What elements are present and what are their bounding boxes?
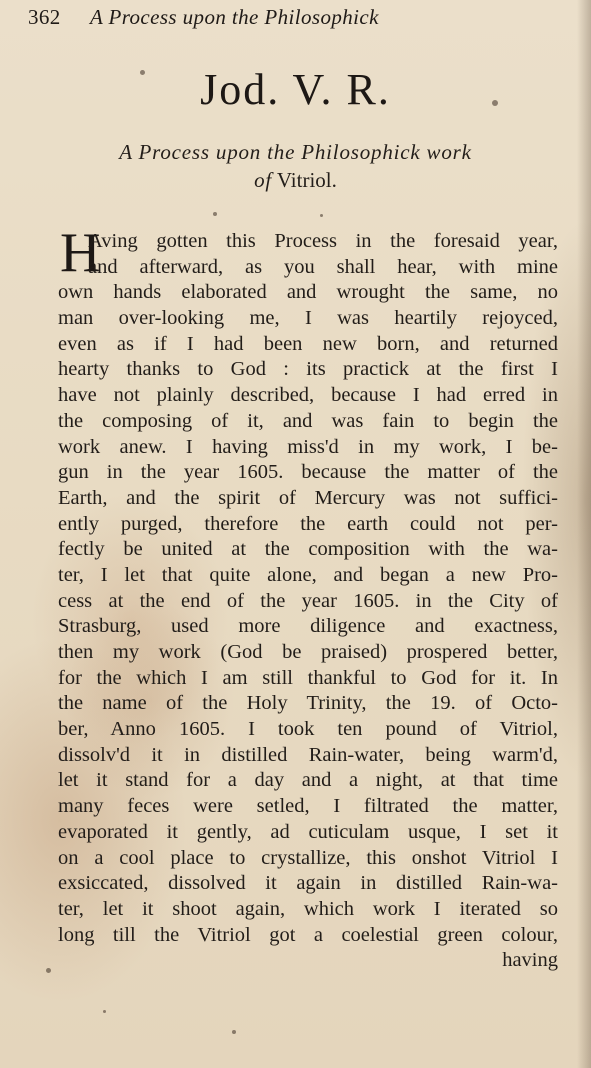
ink-speck [320, 214, 323, 217]
text-line: for the which I am still thankful to God for it. In [58, 666, 558, 689]
text-line: many feces were setled, I filtrated the matter, [58, 795, 558, 818]
text-line: the name of the Holy Trinity, the 19. of Octo- [58, 692, 558, 715]
text-line: ter, let it shoot again, which work I iterated so [58, 897, 558, 920]
ink-speck [140, 70, 145, 75]
text-line: ber, Anno 1605. I took ten pound of Vitriol, [58, 718, 558, 741]
text-line: ently purged, therefore the earth could not per- [58, 512, 558, 535]
text-line: work anew. I having miss'd in my work, I be- [58, 435, 558, 458]
text-line: cess at the end of the year 1605. in the City of [58, 589, 558, 612]
subtitle-line-2-roman: Vitriol. [276, 168, 337, 192]
text-line: Aving gotten this Process in the foresaid year, [88, 230, 558, 252]
subtitle-line-1: A Process upon the Philosophick work [119, 140, 472, 164]
text-line: hearty thanks to God : its practick at the first I [58, 358, 558, 381]
text-line: Earth, and the spirit of Mercury was not suffici- [58, 486, 558, 509]
ink-speck [46, 968, 51, 973]
text-line: then my work (God be praised) prospered better, [58, 641, 558, 663]
text-line: and afterward, as you shall hear, with mine [88, 255, 558, 278]
text-line: fectly be united at the composition with the wa- [58, 538, 558, 561]
text-line: the composing of it, and was fain to begin the [58, 409, 558, 432]
running-head [28, 4, 568, 30]
text-line: man over-looking me, I was heartily rejoyced, [58, 307, 558, 330]
text-line: own hands elaborated and wrought the same, no [58, 281, 558, 304]
text-line: have not plainly described, because I had erred in [58, 384, 558, 407]
body-text [58, 222, 558, 974]
ink-speck [492, 100, 498, 106]
text-line: Strasburg, used more diligence and exactness, [58, 615, 558, 638]
catchword: having [502, 949, 558, 972]
text-line: evaporated it gently, ad cuticulam usque, I set it [58, 820, 558, 843]
text-line: exsiccated, dissolved it again in distilled Rain-wa- [58, 872, 558, 895]
page-edge-shadow [577, 0, 591, 1068]
ink-speck [103, 1010, 106, 1013]
drop-cap: H [60, 222, 101, 284]
text-line: dissolv'd it in distilled Rain-water, being warm'd, [58, 743, 558, 766]
text-line: on a cool place to crystallize, this onshot Vitriol I [58, 846, 558, 869]
chapter-subtitle [0, 138, 591, 194]
page-number: 362 [28, 5, 61, 29]
subtitle-line-2-italic: of [254, 168, 273, 192]
text-line: even as if I had been new born, and returned [58, 332, 558, 355]
page-title: Jod. V. R. [200, 65, 391, 114]
text-line: ter, I let that quite alone, and began a new Pro- [58, 563, 558, 586]
ink-speck [232, 1030, 236, 1034]
text-line: long till the Vitriol got a coelestial green colour, [58, 923, 558, 946]
running-head-title: A Process upon the Philosophick [90, 5, 379, 29]
ink-speck [213, 212, 217, 216]
text-line: gun in the year 1605. because the matter of the [58, 461, 558, 484]
text-line: let it stand for a day and a night, at that time [58, 769, 558, 792]
subtitle-line-2 [0, 166, 591, 194]
